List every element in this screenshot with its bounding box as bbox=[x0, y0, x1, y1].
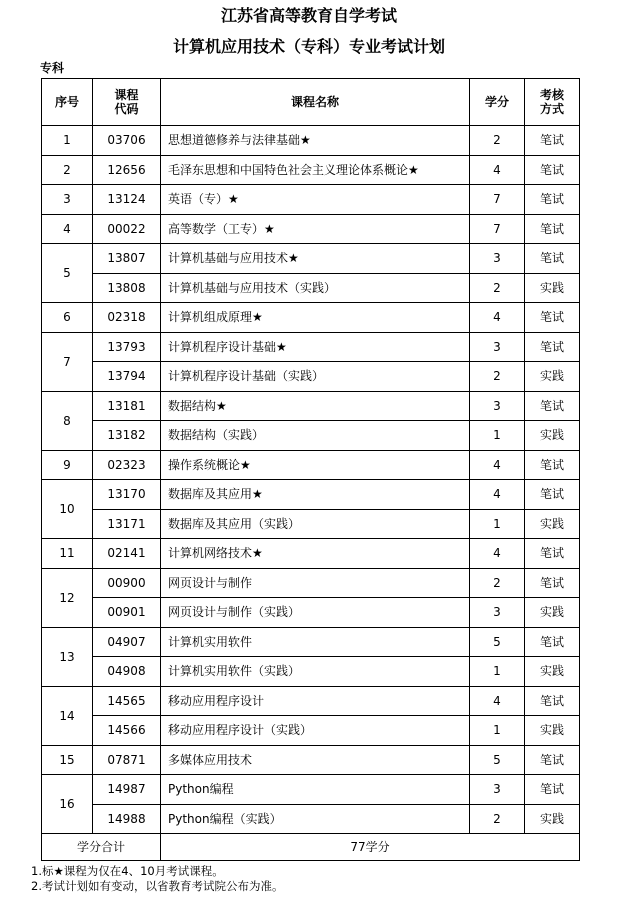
table-row bbox=[42, 303, 580, 333]
cell-exam-method: 笔试 bbox=[525, 686, 580, 716]
cell-exam-method: 笔试 bbox=[525, 185, 580, 215]
cell-course-code: 14987 bbox=[93, 775, 161, 805]
cell-course-name: 网页设计与制作（实践） bbox=[161, 598, 470, 628]
header-course-code: 课程 代码 bbox=[93, 79, 161, 126]
cell-exam-method: 笔试 bbox=[525, 214, 580, 244]
cell-course-code: 13182 bbox=[93, 421, 161, 451]
table-row bbox=[42, 332, 580, 362]
cell-course-name: 计算机实用软件（实践） bbox=[161, 657, 470, 687]
table-row bbox=[42, 391, 580, 421]
table-row bbox=[42, 155, 580, 185]
cell-course-code: 12656 bbox=[93, 155, 161, 185]
cell-credit: 5 bbox=[470, 745, 525, 775]
table-row bbox=[42, 273, 580, 303]
table-row bbox=[42, 568, 580, 598]
cell-credit: 4 bbox=[470, 450, 525, 480]
table-row bbox=[42, 804, 580, 834]
cell-seq: 1 bbox=[42, 126, 93, 156]
table-row bbox=[42, 185, 580, 215]
table-row bbox=[42, 214, 580, 244]
cell-exam-method: 笔试 bbox=[525, 775, 580, 805]
cell-credit: 2 bbox=[470, 126, 525, 156]
cell-course-name: 计算机程序设计基础（实践） bbox=[161, 362, 470, 392]
total-label: 学分合计 bbox=[42, 834, 161, 861]
cell-course-name: 英语（专）★ bbox=[161, 185, 470, 215]
cell-seq: 9 bbox=[42, 450, 93, 480]
cell-course-name: 移动应用程序设计（实践） bbox=[161, 716, 470, 746]
cell-course-code: 14988 bbox=[93, 804, 161, 834]
cell-credit: 3 bbox=[470, 244, 525, 274]
cell-seq: 5 bbox=[42, 244, 93, 303]
cell-credit: 2 bbox=[470, 273, 525, 303]
cell-course-code: 14566 bbox=[93, 716, 161, 746]
cell-seq: 3 bbox=[42, 185, 93, 215]
cell-seq: 12 bbox=[42, 568, 93, 627]
cell-credit: 3 bbox=[470, 775, 525, 805]
cell-exam-method: 笔试 bbox=[525, 627, 580, 657]
cell-course-code: 13181 bbox=[93, 391, 161, 421]
cell-course-code: 13807 bbox=[93, 244, 161, 274]
cell-exam-method: 实践 bbox=[525, 804, 580, 834]
cell-credit: 1 bbox=[470, 657, 525, 687]
cell-course-name: 计算机实用软件 bbox=[161, 627, 470, 657]
cell-course-code: 00022 bbox=[93, 214, 161, 244]
cell-exam-method: 实践 bbox=[525, 716, 580, 746]
cell-exam-method: 实践 bbox=[525, 273, 580, 303]
cell-course-code: 13794 bbox=[93, 362, 161, 392]
cell-credit: 3 bbox=[470, 598, 525, 628]
cell-exam-method: 笔试 bbox=[525, 126, 580, 156]
footnote: 2.考试计划如有变动，以省教育考试院公布为准。 bbox=[31, 879, 284, 893]
cell-exam-method: 笔试 bbox=[525, 745, 580, 775]
cell-credit: 4 bbox=[470, 539, 525, 569]
cell-exam-method: 笔试 bbox=[525, 539, 580, 569]
cell-credit: 4 bbox=[470, 155, 525, 185]
cell-exam-method: 笔试 bbox=[525, 568, 580, 598]
cell-course-name: 思想道德修养与法律基础★ bbox=[161, 126, 470, 156]
cell-course-code: 02318 bbox=[93, 303, 161, 333]
document-subtitle: 计算机应用技术（专科）专业考试计划 bbox=[172, 37, 445, 56]
cell-course-name: 操作系统概论★ bbox=[161, 450, 470, 480]
cell-exam-method: 笔试 bbox=[525, 391, 580, 421]
footnotes bbox=[31, 864, 283, 894]
header-seq: 序号 bbox=[42, 79, 93, 126]
table-row bbox=[42, 509, 580, 539]
cell-credit: 2 bbox=[470, 362, 525, 392]
table-row bbox=[42, 598, 580, 628]
cell-credit: 7 bbox=[470, 185, 525, 215]
cell-course-code: 02323 bbox=[93, 450, 161, 480]
cell-course-name: 数据库及其应用（实践） bbox=[161, 509, 470, 539]
cell-exam-method: 实践 bbox=[525, 362, 580, 392]
cell-course-name: 数据结构（实践） bbox=[161, 421, 470, 451]
cell-course-name: 高等数学（工专）★ bbox=[161, 214, 470, 244]
cell-course-name: 计算机程序设计基础★ bbox=[161, 332, 470, 362]
cell-exam-method: 笔试 bbox=[525, 303, 580, 333]
education-level-label: 专科 bbox=[40, 61, 65, 75]
table-row bbox=[42, 450, 580, 480]
cell-course-name: 移动应用程序设计 bbox=[161, 686, 470, 716]
exam-plan-table bbox=[41, 78, 580, 861]
total-row bbox=[42, 834, 580, 861]
cell-course-name: Python编程 bbox=[161, 775, 470, 805]
cell-exam-method: 笔试 bbox=[525, 480, 580, 510]
cell-seq: 2 bbox=[42, 155, 93, 185]
cell-course-code: 03706 bbox=[93, 126, 161, 156]
table-row bbox=[42, 126, 580, 156]
header-credit: 学分 bbox=[470, 79, 525, 126]
cell-course-code: 13171 bbox=[93, 509, 161, 539]
table-row bbox=[42, 480, 580, 510]
cell-credit: 2 bbox=[470, 804, 525, 834]
cell-credit: 2 bbox=[470, 568, 525, 598]
cell-exam-method: 笔试 bbox=[525, 244, 580, 274]
cell-credit: 4 bbox=[470, 480, 525, 510]
table-row bbox=[42, 686, 580, 716]
cell-credit: 1 bbox=[470, 421, 525, 451]
cell-exam-method: 笔试 bbox=[525, 332, 580, 362]
cell-course-name: 计算机基础与应用技术★ bbox=[161, 244, 470, 274]
table-row bbox=[42, 627, 580, 657]
cell-seq: 6 bbox=[42, 303, 93, 333]
cell-seq: 7 bbox=[42, 332, 93, 391]
cell-course-name: 数据库及其应用★ bbox=[161, 480, 470, 510]
cell-seq: 8 bbox=[42, 391, 93, 450]
cell-course-code: 13124 bbox=[93, 185, 161, 215]
cell-course-name: 计算机组成原理★ bbox=[161, 303, 470, 333]
cell-course-code: 00901 bbox=[93, 598, 161, 628]
cell-exam-method: 实践 bbox=[525, 509, 580, 539]
document-title: 江苏省高等教育自学考试 bbox=[220, 6, 397, 25]
cell-course-name: 网页设计与制作 bbox=[161, 568, 470, 598]
cell-course-code: 13793 bbox=[93, 332, 161, 362]
cell-course-code: 14565 bbox=[93, 686, 161, 716]
cell-seq: 11 bbox=[42, 539, 93, 569]
cell-course-name: 计算机网络技术★ bbox=[161, 539, 470, 569]
cell-credit: 3 bbox=[470, 332, 525, 362]
header-exam-method: 考核 方式 bbox=[525, 79, 580, 126]
cell-seq: 13 bbox=[42, 627, 93, 686]
total-value: 77学分 bbox=[161, 834, 580, 861]
table-row bbox=[42, 362, 580, 392]
cell-exam-method: 笔试 bbox=[525, 155, 580, 185]
cell-course-code: 00900 bbox=[93, 568, 161, 598]
cell-course-name: 毛泽东思想和中国特色社会主义理论体系概论★ bbox=[161, 155, 470, 185]
footnote: 1.标★课程为仅在4、10月考试课程。 bbox=[31, 864, 224, 878]
table-row bbox=[42, 539, 580, 569]
cell-seq: 14 bbox=[42, 686, 93, 745]
cell-course-code: 13808 bbox=[93, 273, 161, 303]
cell-exam-method: 实践 bbox=[525, 421, 580, 451]
table-row bbox=[42, 421, 580, 451]
table-row bbox=[42, 775, 580, 805]
table-row bbox=[42, 745, 580, 775]
cell-seq: 4 bbox=[42, 214, 93, 244]
table-row bbox=[42, 657, 580, 687]
cell-course-code: 04908 bbox=[93, 657, 161, 687]
cell-credit: 1 bbox=[470, 716, 525, 746]
cell-seq: 15 bbox=[42, 745, 93, 775]
cell-course-code: 13170 bbox=[93, 480, 161, 510]
cell-course-code: 07871 bbox=[93, 745, 161, 775]
cell-credit: 1 bbox=[470, 509, 525, 539]
cell-course-name: 计算机基础与应用技术（实践） bbox=[161, 273, 470, 303]
cell-seq: 10 bbox=[42, 480, 93, 539]
cell-credit: 5 bbox=[470, 627, 525, 657]
table-row bbox=[42, 716, 580, 746]
cell-course-name: 数据结构★ bbox=[161, 391, 470, 421]
cell-course-name: Python编程（实践） bbox=[161, 804, 470, 834]
table-row bbox=[42, 244, 580, 274]
cell-credit: 3 bbox=[470, 391, 525, 421]
cell-credit: 4 bbox=[470, 303, 525, 333]
cell-exam-method: 笔试 bbox=[525, 450, 580, 480]
cell-course-code: 02141 bbox=[93, 539, 161, 569]
table-header-row bbox=[42, 79, 580, 126]
header-course-name: 课程名称 bbox=[161, 79, 470, 126]
cell-seq: 16 bbox=[42, 775, 93, 834]
cell-course-name: 多媒体应用技术 bbox=[161, 745, 470, 775]
cell-exam-method: 实践 bbox=[525, 657, 580, 687]
cell-exam-method: 实践 bbox=[525, 598, 580, 628]
cell-credit: 7 bbox=[470, 214, 525, 244]
cell-course-code: 04907 bbox=[93, 627, 161, 657]
cell-credit: 4 bbox=[470, 686, 525, 716]
